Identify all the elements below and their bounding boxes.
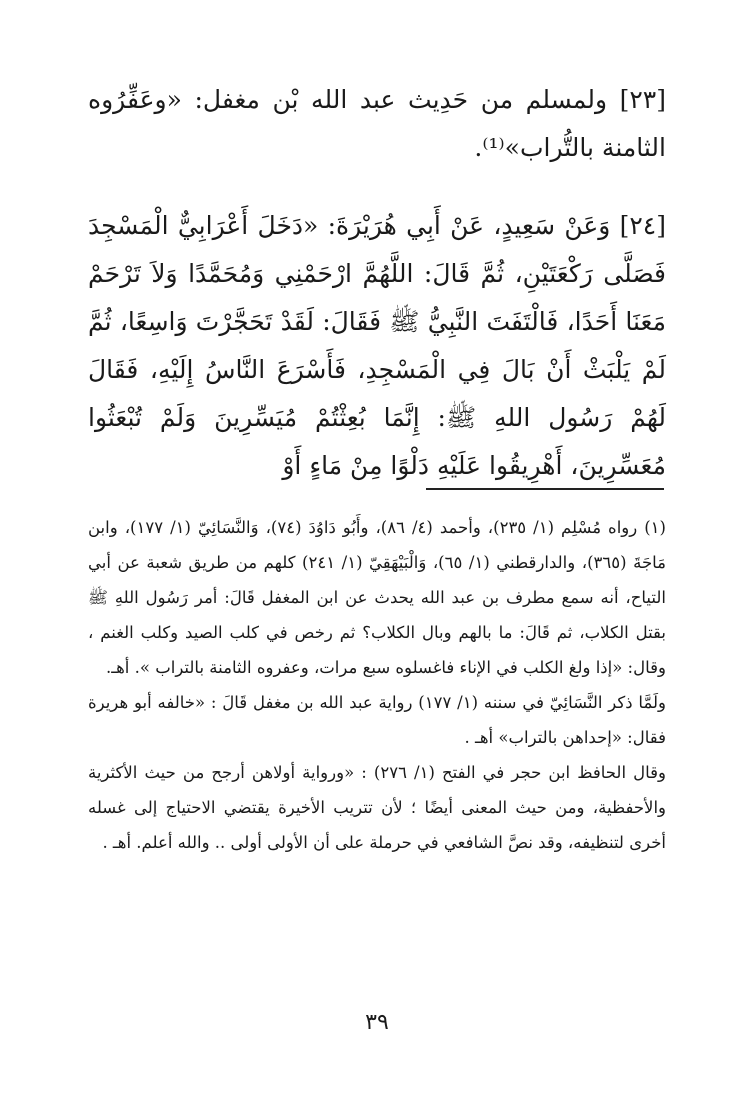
footnote-1: (١) رواه مُسْلِم (١/ ٢٣٥)، وأحمد (٤/ ٨٦)، وأَبُو دَاوُدَ (٧٤)، وَالنَّسَائِيّ (١/ ١٧٧)، وابن مَاجَةَ (٣٦٥)، والدارقطني (١/ ٦٥)، وَالْبَيْهَقِيّ (١/ ٢٤١) كلهم من طريق شعبة عن أبي التياح، أنه سمع مطرف بن عبد الله يحدث عن ابن المغفل قَالَ: أمر رَسُول اللهِ ﷺ بقتل الكلاب، ثم قَالَ: ما بالهم وبال الكلاب؟ ثم رخص في كلب الصيد وكلب الغنم ، وقال: «إذا ولغ الكلب في الإناء فاغسلوه سبع مرات، وعفروه الثامنة بالتراب ». أهـ. (88, 518, 667, 677)
page-number: ٣٩ (365, 1010, 389, 1035)
hadith-24: [٢٤] وَعَنْ سَعِيدٍ، عَنْ أَبِي هُرَيْرَةَ: «دَخَلَ أَعْرَابِيٌّ الْمَسْجِدَ فَصَلَّى رَكْعَتَيْنِ، ثُمَّ قَالَ: اللَّهُمَّ ارْحَمْنِي وَمُحَمَّدًا وَلاَ تَرْحَمْ مَعَنَا أَحَدًا، فَالْتَفَتَ النَّبِيُّ ﷺ فَقَالَ: لَقَدْ تَحَجَّرْتَ وَاسِعًا، ثُمَّ لَمْ يَلْبَثْ أَنْ بَالَ فِي الْمَسْجِدِ، فَأَسْرَعَ النَّاسُ إِلَيْهِ، فَقَالَ لَهُمْ رَسُول اللهِ ﷺ: إِنَّمَا بُعِثْتُمْ مُيَسِّرِينَ وَلَمْ تُبْعَثُوا مُعَسِّرِينَ، أَهْرِيقُوا عَلَيْهِ دَلْوًا مِنْ مَاءٍ أَوْ (88, 211, 666, 480)
hadith-23: [٢٣] ولمسلم من حَدِيث عبد الله بْن مغفل: «وعَفِّرُوه الثامنة بالتُّراب»⁽¹⁾. (88, 85, 666, 162)
footnote-nasai: ولَمَّا ذكر النَّسَائِيّ في سننه (١/ ١٧٧) رواية عبد الله بن مغفل قَالَ : «خالفه أبو هريرة فقال: «إحداهن بالتراب» أهـ . (88, 693, 666, 747)
footnote-ibn-hajar: وقال الحافظ ابن حجر في الفتح (١/ ٢٧٦) : «ورواية أولاهن أرجح من حيث الأكثرية والأحفظية، ومن حيث المعنى أيضًا ؛ لأن تتريب الأخيرة يقتضي الاحتياج إلى غسله أخرى لتنظيفه، وقد نصَّ الشافعي في حرملة على أن الأولى أولى .. والله أعلم. أهـ . (88, 763, 666, 852)
footnotes (88, 510, 666, 860)
footnote-separator (426, 488, 664, 490)
hadith-text (88, 76, 666, 490)
